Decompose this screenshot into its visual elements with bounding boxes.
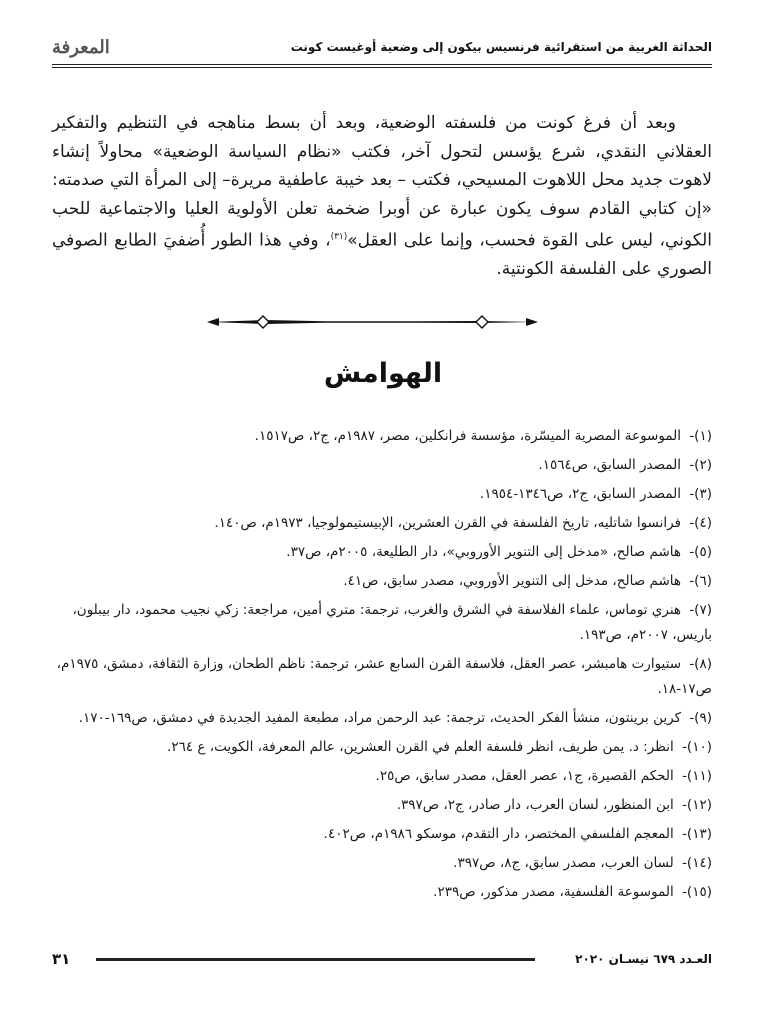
footnote-item: (١٥)- الموسوعة الفلسفية، مصدر مذكور، ص٢٣٩. xyxy=(433,884,712,900)
body-paragraph xyxy=(52,109,712,284)
footnote-item: (١٣)- المعجم الفلسفي المختصر، دار التقدم، موسكو ١٩٨٦م، ص٤٠٢. xyxy=(323,826,712,842)
ornament-divider xyxy=(205,312,540,332)
magazine-logo: المعرفة xyxy=(52,36,110,58)
footnote-item: (٢)- المصدر السابق، ص١٥٦٤. xyxy=(538,457,712,473)
footnote-item: (٥)- هاشم صالح، «مدخل إلى التنوير الأوروبي»، دار الطليعة، ٢٠٠٥م، ص٣٧. xyxy=(286,544,712,560)
footnote-item: (٤)- فرانسوا شاتليه، تاريخ الفلسفة في القرن العشرين، الإبيستيمولوجيا، ١٩٧٣م، ص١٤٠. xyxy=(214,515,712,531)
footnote-item: (١٢)- ابن المنظور، لسان العرب، دار صادر، ج٢، ص٣٩٧. xyxy=(396,797,712,813)
page-header xyxy=(52,30,712,68)
running-title: الحداثة الغربية من استقرائية فرنسيس بيكون إلى وضعية أوغيست كونت xyxy=(290,40,712,54)
footnotes-list xyxy=(52,422,712,907)
footnote-item: (١١)- الحكم القصيرة، ج١، عصر العقل، مصدر سابق، ص٢٥. xyxy=(375,768,712,784)
body-text: وبعد أن فرغ كونت من فلسفته الوضعية، وبعد أن بسط مناهجه في التنظيم والتفكير العقلاني النقدي، شرع يؤسس لتحول آخر، فكتب «نظام السياسة الوضعية» محاولاً إنشاء لاهوت جديد محل اللاهوت المسيحي، فكتب – بعد خيبة عاطفية مريرة– إلى المرأة التي صدمته: «إن كتابي القادم سوف يكون عبارة عن أوبرا ضخمة تعلن الأولوية العليا والاجتماعية للحب الكوني، ليس على القوة فحسب، وإنما على العقل» xyxy=(52,113,712,251)
issue-info: العـدد ٦٧٩ نيسـان ٢٠٢٠ xyxy=(575,952,712,966)
footer-rule xyxy=(96,958,535,961)
footnote-item: (٦)- هاشم صالح، مدخل إلى التنوير الأوروبي، مصدر سابق، ص٤١. xyxy=(343,573,712,589)
note-reference: (٣١) xyxy=(330,232,348,242)
body-text-end: ، وفي هذا الطور أُضفيَ الطابع الصوفي الصوري على الفلسفة الكونتية. xyxy=(52,230,712,280)
footnote-item: (١٠)- انظر: د. يمن طريف، انظر فلسفة العلم في القرن العشرين، عالم المعرفة، الكويت، ع ٢٦٤. xyxy=(167,739,712,755)
footnote-item: (١٤)- لسان العرب، مصدر سابق، ج٨، ص٣٩٧. xyxy=(453,855,712,871)
footnote-item: (٩)- كرين برينتون، منشأ الفكر الحديث، ترجمة: عبد الرحمن مراد، مطبعة المفيد الجديدة في دمشق، ص١٦٩-١٧٠. xyxy=(78,710,712,726)
footnote-item: (٧)- هنري توماس، علماء الفلاسفة في الشرق والغرب، ترجمة: متري أمين، مراجعة: زكي نجيب محمود، دار بيبلون، باريس، ٢٠٠٧م، ص١٩٣. xyxy=(72,602,712,643)
footnote-item: (٨)- ستيوارت هامبشر، عصر العقل، فلاسفة القرن السابع عشر، ترجمة: ناظم الطحان، وزارة الثقافة، دمشق، ١٩٧٥م، ص١٧-١٨. xyxy=(56,656,712,697)
page-footer xyxy=(52,948,712,970)
footnote-item: (١)- الموسوعة المصرية الميسّرة، مؤسسة فرانكلين، مصر، ١٩٨٧م، ج٢، ص١٥١٧. xyxy=(254,428,712,444)
notes-heading: الهوامش xyxy=(323,358,443,389)
page-number: ٣١ xyxy=(52,950,71,968)
footnote-item: (٣)- المصدر السابق، ج٢، ص١٣٤٦-١٩٥٤. xyxy=(479,486,712,502)
